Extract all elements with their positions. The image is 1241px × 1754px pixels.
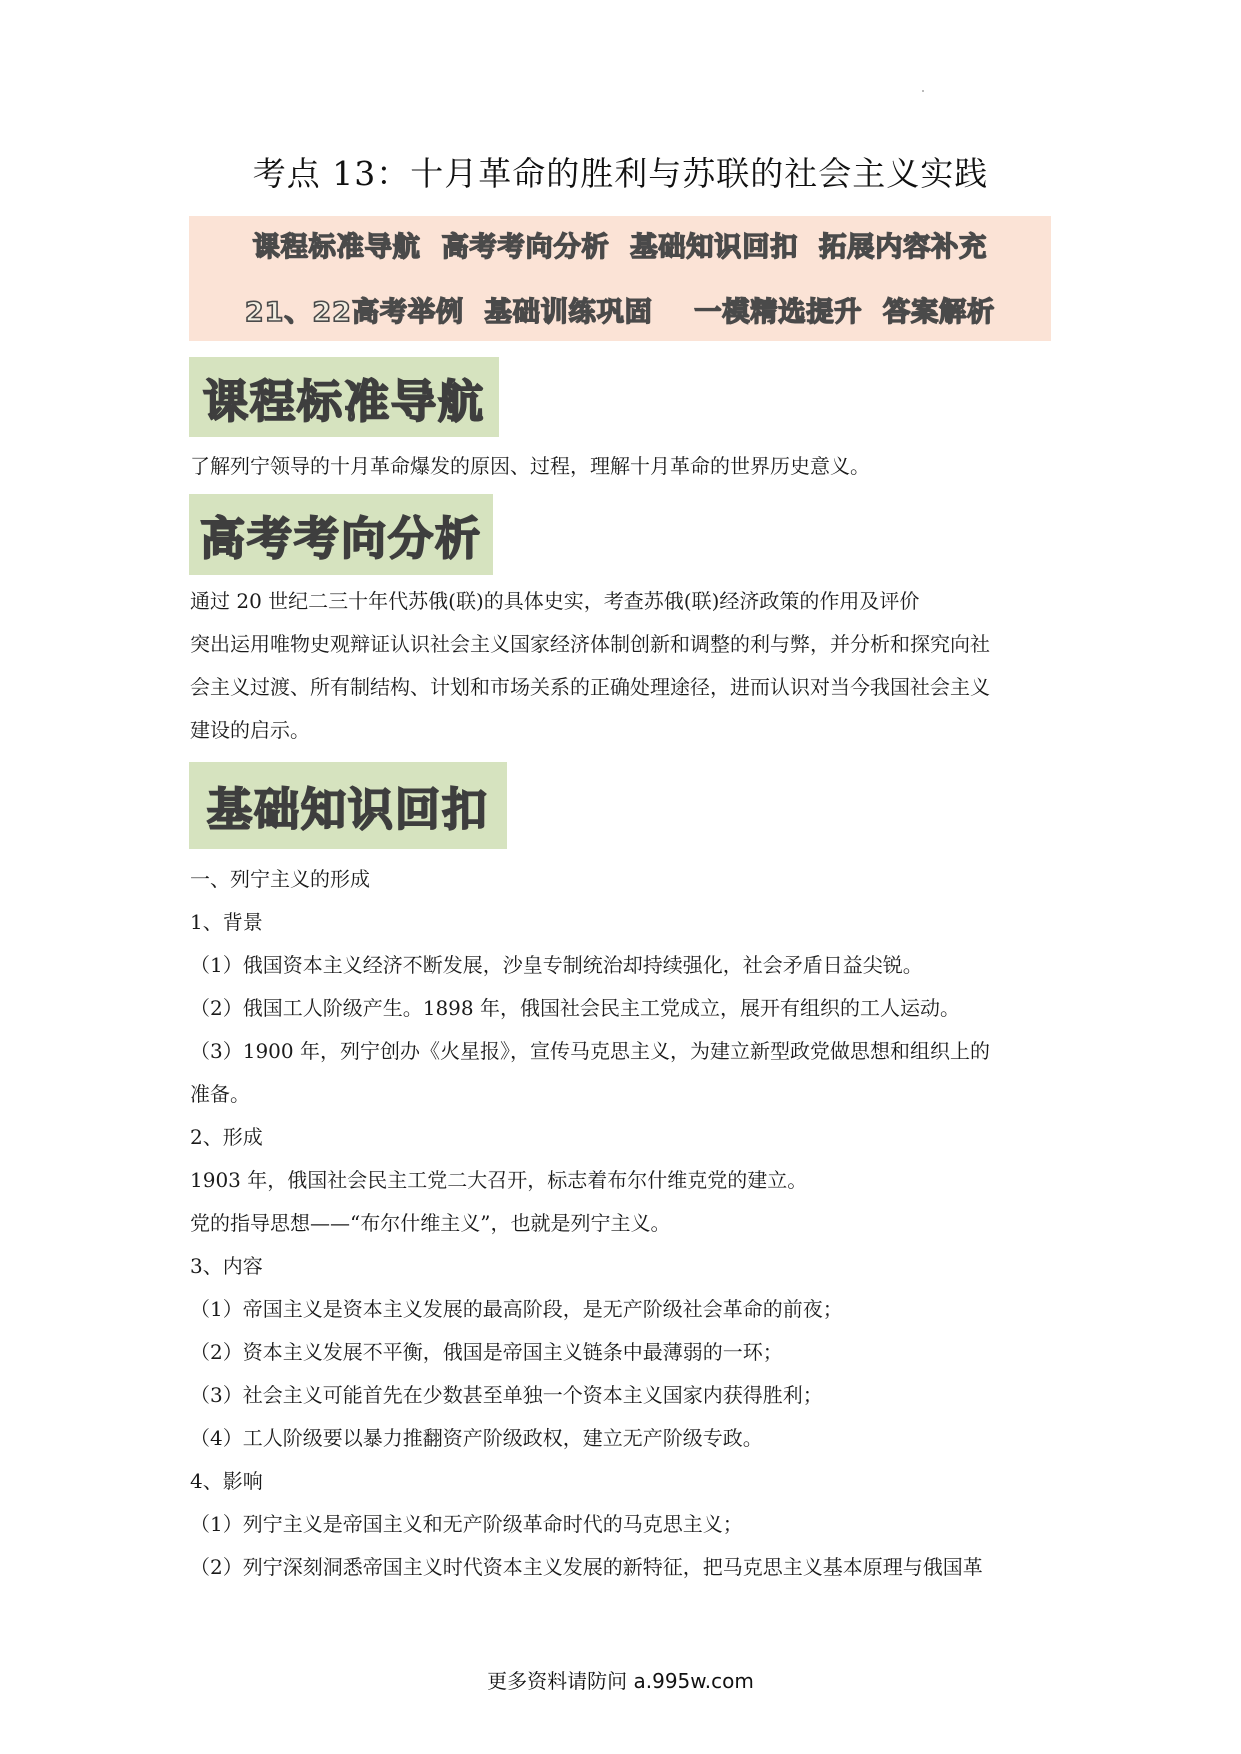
basics-line: 3、内容 — [190, 1254, 263, 1278]
basics-line: （3）社会主义可能首先在少数甚至单独一个资本主义国家内获得胜利； — [190, 1383, 823, 1407]
section-heading-standard: 课程标准导航 — [189, 357, 499, 437]
section-heading-basics: 基础知识回扣 — [189, 762, 507, 849]
basics-line: 一、列宁主义的形成 — [190, 867, 370, 891]
stray-dot — [922, 90, 924, 92]
basics-line: （1）帝国主义是资本主义发展的最高阶段，是无产阶级社会革命的前夜； — [190, 1297, 843, 1321]
nav-row-1[interactable]: 课程标准导航 高考考向分析 基础知识回扣 拓展内容补充 — [252, 232, 988, 263]
analysis-line: 通过 20 世纪二三十年代苏俄(联)的具体史实，考查苏俄(联)经济政策的作用及评价 — [190, 589, 920, 613]
standard-text: 了解列宁领导的十月革命爆发的原因、过程，理解十月革命的世界历史意义。 — [190, 454, 870, 478]
basics-line: （2）列宁深刻洞悉帝国主义时代资本主义发展的新特征，把马克思主义基本原理与俄国革 — [190, 1555, 983, 1579]
analysis-line: 建设的启示。 — [190, 718, 310, 742]
analysis-line: 会主义过渡、所有制结构、计划和市场关系的正确处理途径，进而认识对当今我国社会主义 — [190, 675, 990, 699]
basics-line: （3）1900 年，列宁创办《火星报》，宣传马克思主义，为建立新型政党做思想和组织上的 — [190, 1039, 990, 1063]
footer-link[interactable]: 更多资料请防问 a.995w.com — [487, 1669, 754, 1693]
basics-line: 4、影响 — [190, 1469, 263, 1493]
analysis-line: 突出运用唯物史观辩证认识社会主义国家经济体制创新和调整的利与弊，并分析和探究向社 — [190, 632, 990, 656]
basics-line: （1）列宁主义是帝国主义和无产阶级革命时代的马克思主义； — [190, 1512, 743, 1536]
basics-line: （2）资本主义发展不平衡，俄国是帝国主义链条中最薄弱的一环； — [190, 1340, 783, 1364]
basics-line: 2、形成 — [190, 1125, 263, 1149]
nav-row-2[interactable]: 21、22高考举例 基础训练巩固 一模精选提升 答案解析 — [244, 297, 996, 328]
basics-line: 准备。 — [190, 1082, 250, 1106]
basics-line: （1）俄国资本主义经济不断发展，沙皇专制统治却持续强化，社会矛盾日益尖锐。 — [190, 953, 923, 977]
section-heading-analysis: 高考考向分析 — [189, 494, 493, 575]
basics-line: 党的指导思想——“布尔什维主义”，也就是列宁主义。 — [190, 1211, 671, 1235]
basics-line: 1903 年，俄国社会民主工党二大召开，标志着布尔什维克党的建立。 — [190, 1168, 808, 1192]
page-title: 考点 13：十月革命的胜利与苏联的社会主义实践 — [252, 154, 989, 193]
basics-line: （4）工人阶级要以暴力推翻资产阶级政权，建立无产阶级专政。 — [190, 1426, 763, 1450]
basics-line: （2）俄国工人阶级产生。1898 年，俄国社会民主工党成立，展开有组织的工人运动。 — [190, 996, 960, 1020]
basics-line: 1、背景 — [190, 910, 263, 934]
navigation-banner — [189, 216, 1051, 341]
